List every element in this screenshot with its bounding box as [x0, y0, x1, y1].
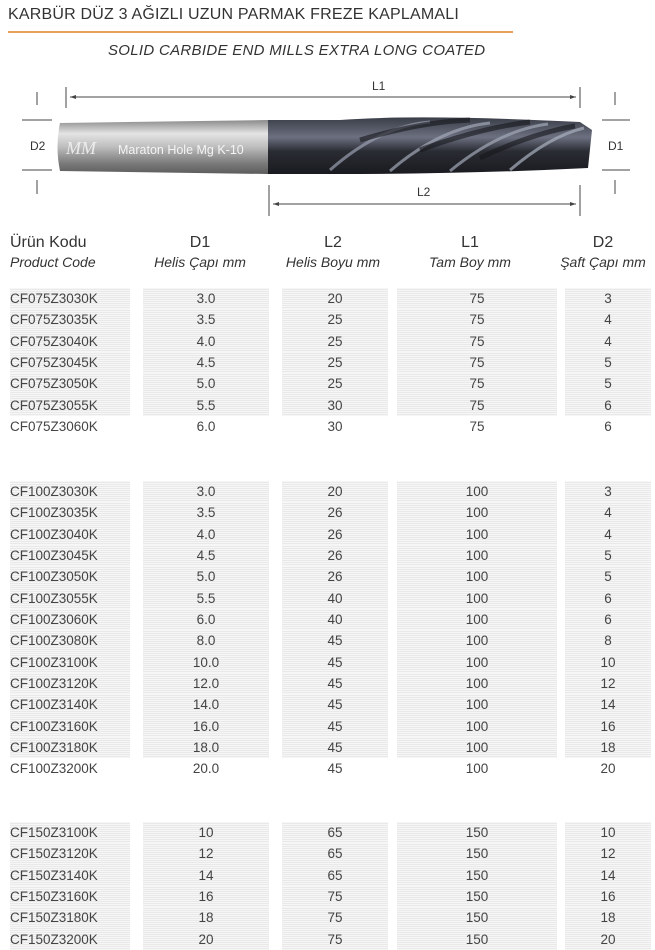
cell-l2: 75: [282, 907, 388, 928]
cell-l2: 65: [282, 843, 388, 864]
cell-l1: 100: [397, 566, 557, 587]
cell-l2: 25: [282, 309, 388, 330]
table-group-75: [0, 288, 655, 437]
table-row: [0, 524, 655, 545]
cell-d1: 4.5: [143, 545, 269, 566]
cell-l1: 100: [397, 524, 557, 545]
title-divider: [8, 31, 513, 33]
cell-d1: 16: [143, 886, 269, 907]
cell-product-code: CF075Z3030K: [10, 288, 130, 309]
cell-l1: 75: [397, 309, 557, 330]
cell-product-code: CF150Z3100K: [10, 822, 130, 843]
table-row: [0, 395, 655, 416]
cell-product-code: CF100Z3040K: [10, 524, 130, 545]
cell-product-code: CF150Z3160K: [10, 886, 130, 907]
cell-product-code: CF100Z3030K: [10, 481, 130, 502]
cell-l2: 26: [282, 566, 388, 587]
cell-l2: 45: [282, 630, 388, 651]
cell-d2: 10: [565, 652, 651, 673]
cell-d2: 6: [565, 609, 651, 630]
cell-l1: 100: [397, 481, 557, 502]
cell-d2: 8: [565, 630, 651, 651]
cell-product-code: CF100Z3160K: [10, 716, 130, 737]
cell-l2: 45: [282, 694, 388, 715]
cell-d1: 3.5: [143, 502, 269, 523]
cell-product-code: CF075Z3050K: [10, 373, 130, 394]
cell-d2: 4: [565, 309, 651, 330]
cell-l1: 100: [397, 502, 557, 523]
table-row: [0, 502, 655, 523]
shank-engraving: Maraton Hole Mg K-10: [118, 143, 244, 157]
table-row: [0, 822, 655, 843]
cell-product-code: CF100Z3035K: [10, 502, 130, 523]
cell-d2: 14: [565, 694, 651, 715]
cell-l1: 100: [397, 609, 557, 630]
cell-d2: 5: [565, 373, 651, 394]
d1-dimension: [602, 92, 630, 194]
page-subtitle: SOLID CARBIDE END MILLS EXTRA LONG COATED: [108, 42, 486, 59]
l2-label: L2: [417, 185, 431, 199]
d2-dimension: [22, 92, 52, 194]
cell-d1: 8.0: [143, 630, 269, 651]
cell-d1: 4.0: [143, 524, 269, 545]
table-group-100: [0, 481, 655, 780]
cell-d1: 10.0: [143, 652, 269, 673]
cell-product-code: CF100Z3120K: [10, 673, 130, 694]
cell-d2: 14: [565, 865, 651, 886]
cell-d1: 12.0: [143, 673, 269, 694]
table-row: [0, 694, 655, 715]
cell-d2: 6: [604, 419, 612, 435]
cell-l2: 45: [282, 716, 388, 737]
cell-product-code: CF150Z3120K: [10, 843, 130, 864]
cell-l2: 30: [282, 395, 388, 416]
table-row: [0, 416, 655, 437]
logo-mark: MM: [66, 138, 96, 158]
cell-l1: 100: [397, 737, 557, 758]
cell-l1: 150: [397, 822, 557, 843]
cell-l2: 26: [282, 524, 388, 545]
table-row: [0, 758, 655, 779]
cell-l1: 100: [397, 652, 557, 673]
cell-d1: 5.5: [143, 588, 269, 609]
table-row: [0, 716, 655, 737]
cell-d1: 18.0: [143, 737, 269, 758]
cell-product-code: CF150Z3200K: [10, 929, 130, 950]
table-row: [0, 309, 655, 330]
l1-dimension: [66, 78, 580, 108]
cell-d1: 5.5: [143, 395, 269, 416]
cell-d1: 10: [143, 822, 269, 843]
header-l1-en: Tam Boy mm: [429, 254, 511, 270]
header-product-code-en: Product Code: [10, 254, 96, 270]
cell-product-code: CF150Z3180K: [10, 907, 130, 928]
table-row: [0, 673, 655, 694]
cell-d1: 18: [143, 907, 269, 928]
cell-product-code: CF075Z3060K: [10, 419, 98, 435]
cell-d2: 12: [565, 673, 651, 694]
cell-d1: 5.0: [143, 373, 269, 394]
d2-label: D2: [30, 139, 46, 153]
cell-product-code: CF075Z3040K: [10, 331, 130, 352]
table-row: [0, 481, 655, 502]
cell-d2: 6: [565, 395, 651, 416]
cell-d1: 6.0: [143, 609, 269, 630]
cell-l2: 40: [282, 609, 388, 630]
cell-d2: 4: [565, 524, 651, 545]
header-d1-en: Helis Çapı mm: [154, 254, 246, 270]
cell-product-code: CF100Z3060K: [10, 609, 130, 630]
cell-product-code: CF150Z3140K: [10, 865, 130, 886]
header-l2: [273, 234, 393, 270]
cell-l2: 65: [282, 865, 388, 886]
table-row: [0, 630, 655, 651]
cell-d2: 3: [565, 481, 651, 502]
cell-d1: 16.0: [143, 716, 269, 737]
cell-d2: 18: [565, 737, 651, 758]
table-row: [0, 545, 655, 566]
header-l1: [410, 234, 530, 270]
cell-l1: 100: [397, 716, 557, 737]
l2-dimension: [269, 184, 580, 216]
table-row: [0, 737, 655, 758]
table-row: [0, 352, 655, 373]
cell-l1: 100: [397, 588, 557, 609]
cell-l1: 100: [465, 761, 489, 777]
header-d2: [553, 234, 653, 270]
cell-l1: 150: [397, 843, 557, 864]
cell-product-code: CF100Z3100K: [10, 652, 130, 673]
cell-d2: 12: [565, 843, 651, 864]
cell-d2: 5: [565, 352, 651, 373]
header-d1-tr: D1: [189, 234, 211, 251]
cell-d2: 20: [565, 929, 651, 950]
cell-d1: 3.0: [143, 481, 269, 502]
header-l2-tr: L2: [324, 234, 342, 251]
table-row: [0, 843, 655, 864]
header-product-code: [10, 234, 110, 270]
cell-d2: 4: [565, 331, 651, 352]
table-row: [0, 331, 655, 352]
cell-l1: 100: [397, 630, 557, 651]
cell-l2: 45: [282, 737, 388, 758]
cell-product-code: CF075Z3045K: [10, 352, 130, 373]
header-d2-tr: D2: [592, 234, 614, 251]
cell-l2: 30: [327, 419, 343, 435]
cell-l2: 75: [282, 886, 388, 907]
cell-l2: 45: [282, 652, 388, 673]
cell-l1: 150: [397, 907, 557, 928]
cell-d1: 14.0: [143, 694, 269, 715]
header-l1-tr: L1: [461, 234, 479, 251]
table-row: [0, 588, 655, 609]
cell-d2: 5: [565, 545, 651, 566]
cell-l1: 100: [397, 694, 557, 715]
cell-l2: 25: [282, 352, 388, 373]
d1-label: D1: [608, 139, 624, 153]
cell-l2: 26: [282, 545, 388, 566]
header-d1: [140, 234, 260, 270]
cell-product-code: CF075Z3035K: [10, 309, 130, 330]
header-l2-en: Helis Boyu mm: [285, 254, 381, 270]
cell-l1: 75: [397, 352, 557, 373]
cell-l1: 150: [397, 929, 557, 950]
cell-d2: 16: [565, 716, 651, 737]
page-title: KARBÜR DÜZ 3 AĞIZLI UZUN PARMAK FREZE KAPLAMALI: [8, 6, 459, 23]
cell-l2: 26: [282, 502, 388, 523]
table-row: [0, 907, 655, 928]
table-group-150: [0, 822, 655, 950]
cell-l2: 40: [282, 588, 388, 609]
cell-d2: 20: [600, 761, 616, 777]
cell-d1: 3.5: [143, 309, 269, 330]
cell-d1: 14: [143, 865, 269, 886]
cell-d2: 6: [565, 588, 651, 609]
table-row: [0, 929, 655, 950]
cell-d1: 4.5: [143, 352, 269, 373]
cell-l1: 100: [397, 673, 557, 694]
end-mill-tool: [58, 117, 593, 174]
end-mill-drawing: [0, 70, 655, 225]
cell-l1: 75: [397, 395, 557, 416]
cell-d1: 3.0: [143, 288, 269, 309]
cell-d1: 20.0: [192, 761, 220, 777]
cell-product-code: CF100Z3080K: [10, 630, 130, 651]
cell-product-code: CF100Z3140K: [10, 694, 130, 715]
cell-l2: 45: [327, 761, 343, 777]
cell-l2: 20: [282, 481, 388, 502]
cell-d2: 16: [565, 886, 651, 907]
cell-l1: 75: [397, 288, 557, 309]
header-product-code-tr: Ürün Kodu: [10, 234, 87, 251]
cell-l1: 75: [469, 419, 485, 435]
cell-d1: 5.0: [143, 566, 269, 587]
cell-d1: 12: [143, 843, 269, 864]
table-row: [0, 609, 655, 630]
table-row: [0, 288, 655, 309]
cell-l2: 20: [282, 288, 388, 309]
cell-l2: 65: [282, 822, 388, 843]
table-row: [0, 886, 655, 907]
cell-d1: 20: [143, 929, 269, 950]
cell-l1: 100: [397, 545, 557, 566]
cell-d2: 18: [565, 907, 651, 928]
cell-d2: 3: [565, 288, 651, 309]
cell-l2: 25: [282, 331, 388, 352]
header-d2-en: Şaft Çapı mm: [560, 254, 646, 270]
cell-l2: 25: [282, 373, 388, 394]
cell-product-code: CF100Z3045K: [10, 545, 130, 566]
cell-product-code: CF100Z3050K: [10, 566, 130, 587]
cell-product-code: CF100Z3200K: [10, 761, 98, 777]
cell-product-code: CF075Z3055K: [10, 395, 130, 416]
cell-product-code: CF100Z3180K: [10, 737, 130, 758]
cell-l2: 45: [282, 673, 388, 694]
table-row: [0, 652, 655, 673]
cell-d2: 5: [565, 566, 651, 587]
cell-d1: 6.0: [196, 419, 216, 435]
table-row: [0, 865, 655, 886]
cell-d2: 4: [565, 502, 651, 523]
cell-d1: 4.0: [143, 331, 269, 352]
cell-l2: 75: [282, 929, 388, 950]
cell-l1: 150: [397, 865, 557, 886]
cell-l1: 150: [397, 886, 557, 907]
cell-l1: 75: [397, 331, 557, 352]
cell-d2: 10: [565, 822, 651, 843]
cell-l1: 75: [397, 373, 557, 394]
table-row: [0, 566, 655, 587]
table-row: [0, 373, 655, 394]
l1-label: L1: [372, 79, 386, 93]
cell-product-code: CF100Z3055K: [10, 588, 130, 609]
